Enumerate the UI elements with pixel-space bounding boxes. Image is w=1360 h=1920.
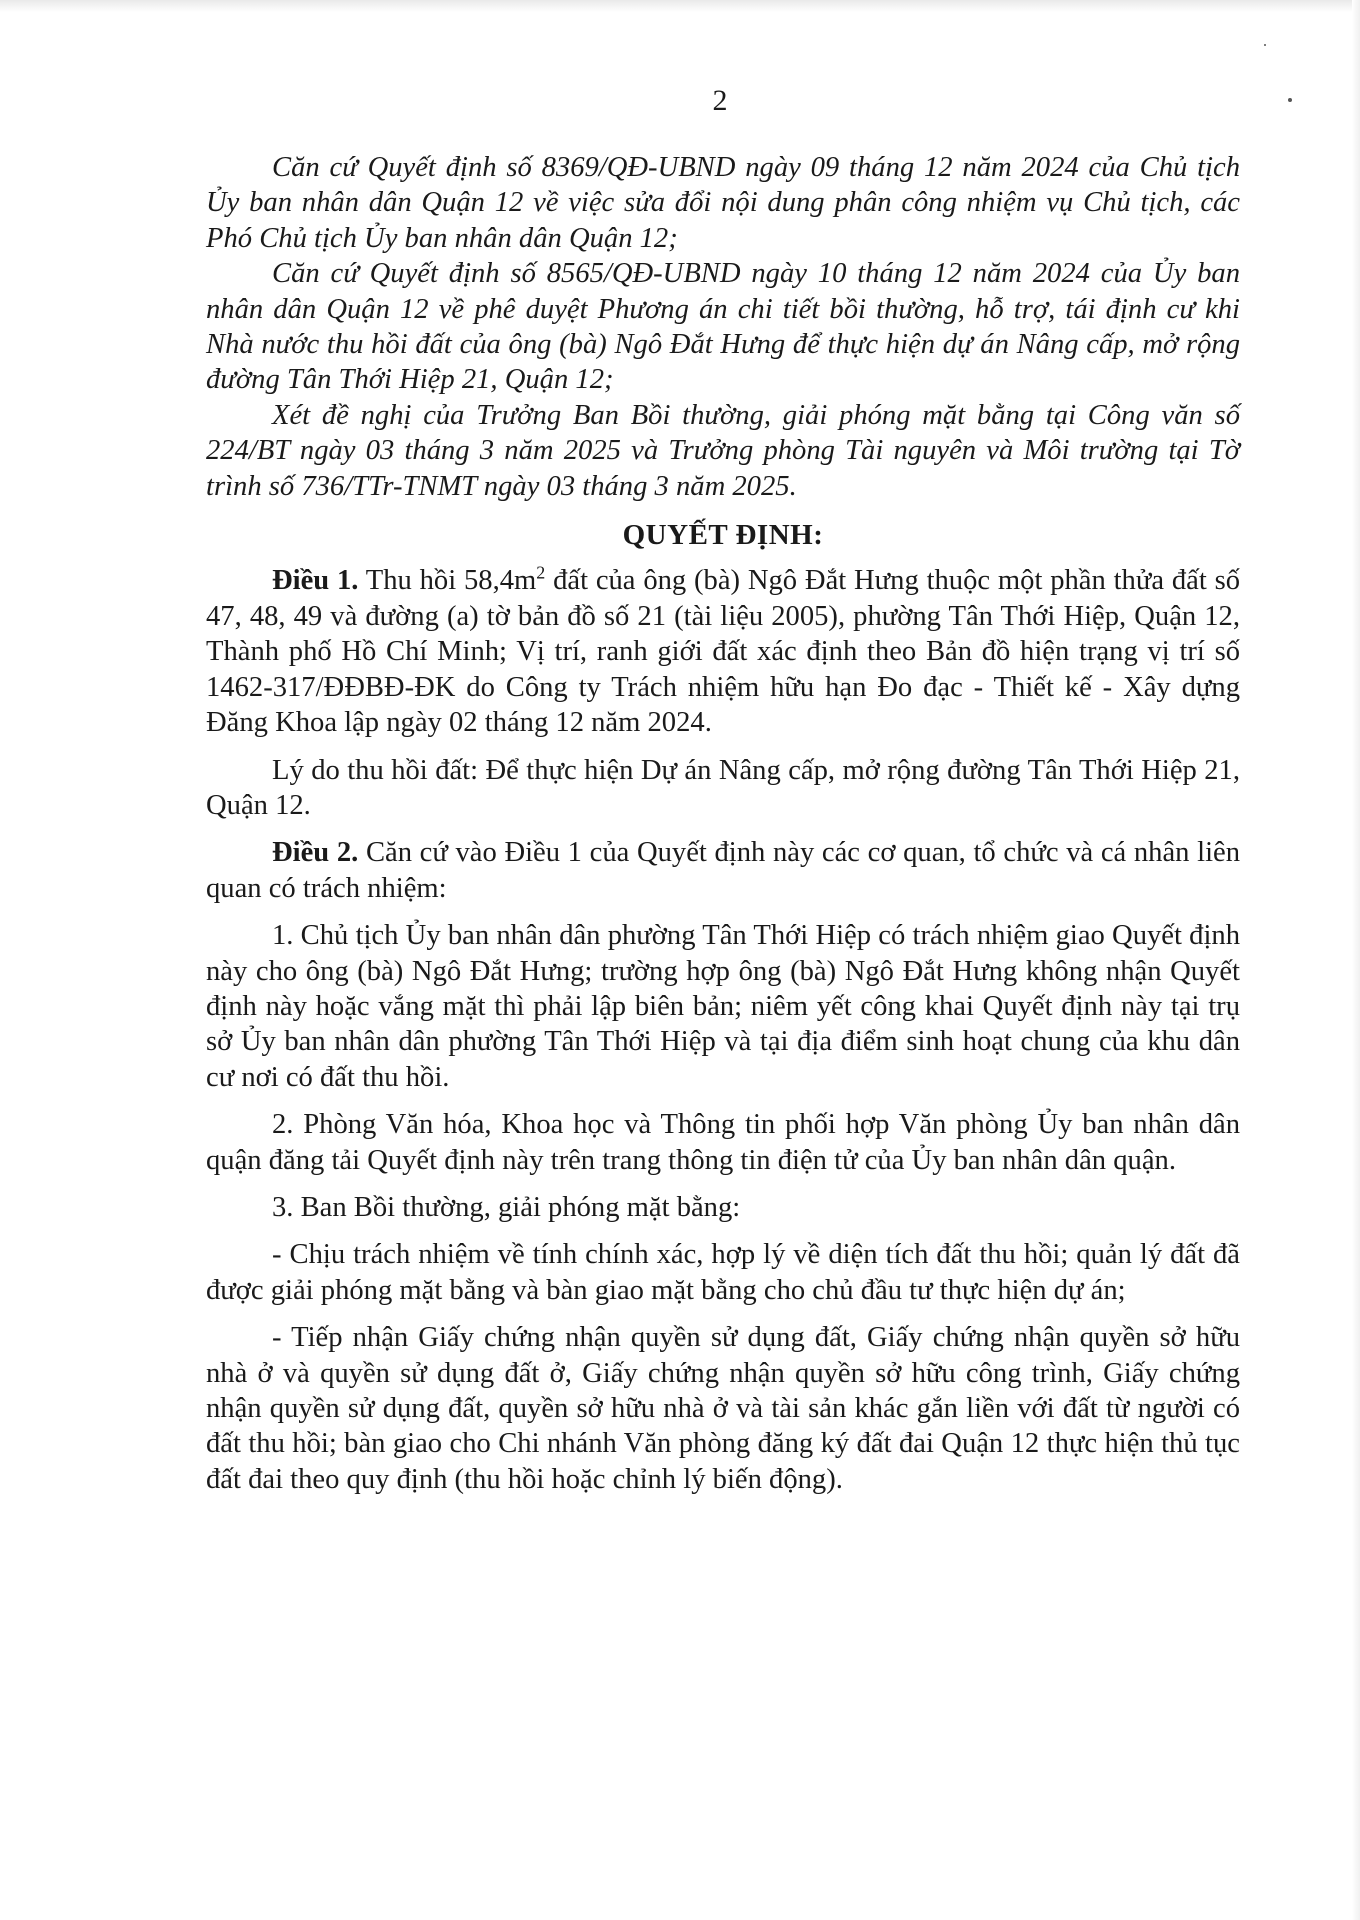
article-2-paragraph [206,835,1240,906]
area-unit-superscript: 2 [536,562,546,583]
article-2-item: - Chịu trách nhiệm về tính chính xác, hợp lý về diện tích đất thu hồi; quản lý đất đã được giải phóng mặt bằng và bàn giao mặt bằng cho chủ đầu tư thực hiện dự án; [206,1239,1240,1306]
scan-right-edge [1352,0,1360,1920]
article-2-label: Điều 2. [272,837,359,869]
article-1-text-before: Thu hồi 58,4m [358,565,537,597]
document-body [206,150,1240,1497]
article-1-text-after: đất của ông (bà) Ngô Đắt Hưng thuộc một phần thửa đất số 47, 48, 49 và đường (a) tờ bản đồ số 21 (tài liệu 2005), phường Tân Thới Hiệp, Quận 12, Thành phố Hồ Chí Minh; Vị trí, ranh giới đất xác định theo Bản đồ hiện trạng vị trí số 1462-317/ĐĐBĐ-ĐK do Công ty Trách nhiệm hữu hạn Đo đạc - Thiết kế - Xây dựng Đăng Khoa lập ngày 02 tháng 12 năm 2024. [206,565,1241,739]
article-2-intro: Căn cứ vào Điều 1 của Quyết định này các cơ quan, tổ chức và cá nhân liên quan có trách nhiệm: [206,837,1240,904]
article-1-paragraph [206,563,1240,740]
preamble-paragraph: Căn cứ Quyết định số 8565/QĐ-UBND ngày 10 tháng 12 năm 2024 của Ủy ban nhân dân Quận 12 về phê duyệt Phương án chi tiết bồi thường, hỗ trợ, tái định cư khi Nhà nước thu hồi đất của ông (bà) Ngô Đắt Hưng để thực hiện dự án Nâng cấp, mở rộng đường Tân Thới Hiệp 21, Quận 12; [206,258,1240,396]
scan-top-edge [0,0,1360,12]
preamble-paragraph: Căn cứ Quyết định số 8369/QĐ-UBND ngày 09 tháng 12 năm 2024 của Chủ tịch Ủy ban nhân dân Quận 12 về việc sửa đổi nội dung phân công nhiệm vụ Chủ tịch, các Phó Chủ tịch Ủy ban nhân dân Quận 12; [206,152,1240,254]
article-2-item: - Tiếp nhận Giấy chứng nhận quyền sử dụng đất, Giấy chứng nhận quyền sở hữu nhà ở và quyền sử dụng đất ở, Giấy chứng nhận quyền sở hữu công trình, Giấy chứng nhận quyền sử dụng đất, quyền sở hữu nhà ở và tài sản khác gắn liền với đất từ người có đất thu hồi; bàn giao cho Chi nhánh Văn phòng đăng ký đất đai Quận 12 thực hiện thủ tục đất đai theo quy định (thu hồi hoặc chỉnh lý biến động). [206,1322,1240,1495]
article-2-item: 3. Ban Bồi thường, giải phóng mặt bằng: [272,1191,741,1223]
article-2-item: 1. Chủ tịch Ủy ban nhân dân phường Tân Thới Hiệp có trách nhiệm giao Quyết định này cho ông (bà) Ngô Đắt Hưng; trường hợp ông (bà) Ngô Đắt Hưng không nhận Quyết định này hoặc vắng mặt thì phải lập biên bản; niêm yết công khai Quyết định này tại trụ sở Ủy ban nhân dân phường Tân Thới Hiệp và tại địa điểm sinh hoạt chung của khu dân cư nơi có đất thu hồi. [206,920,1240,1093]
article-1-reason: Lý do thu hồi đất: Để thực hiện Dự án Nâng cấp, mở rộng đường Tân Thới Hiệp 21, Quận 12. [206,754,1240,821]
preamble-paragraph: Xét đề nghị của Trưởng Ban Bồi thường, giải phóng mặt bằng tại Công văn số 224/BT ngày 03 tháng 3 năm 2025 và Trưởng phòng Tài nguyên và Môi trường tại Tờ trình số 736/TTr-TNMT ngày 03 tháng 3 năm 2025. [206,399,1240,502]
decision-heading: QUYẾT ĐỊNH: [622,519,824,552]
scan-speck [1264,44,1266,46]
article-1-label: Điều 1. [272,565,359,597]
page-number: 2 [712,84,728,117]
article-2-item: 2. Phòng Văn hóa, Khoa học và Thông tin phối hợp Văn phòng Ủy ban nhân dân quận đăng tải Quyết định này trên trang thông tin điện tử của Ủy ban nhân dân quận. [206,1109,1240,1176]
